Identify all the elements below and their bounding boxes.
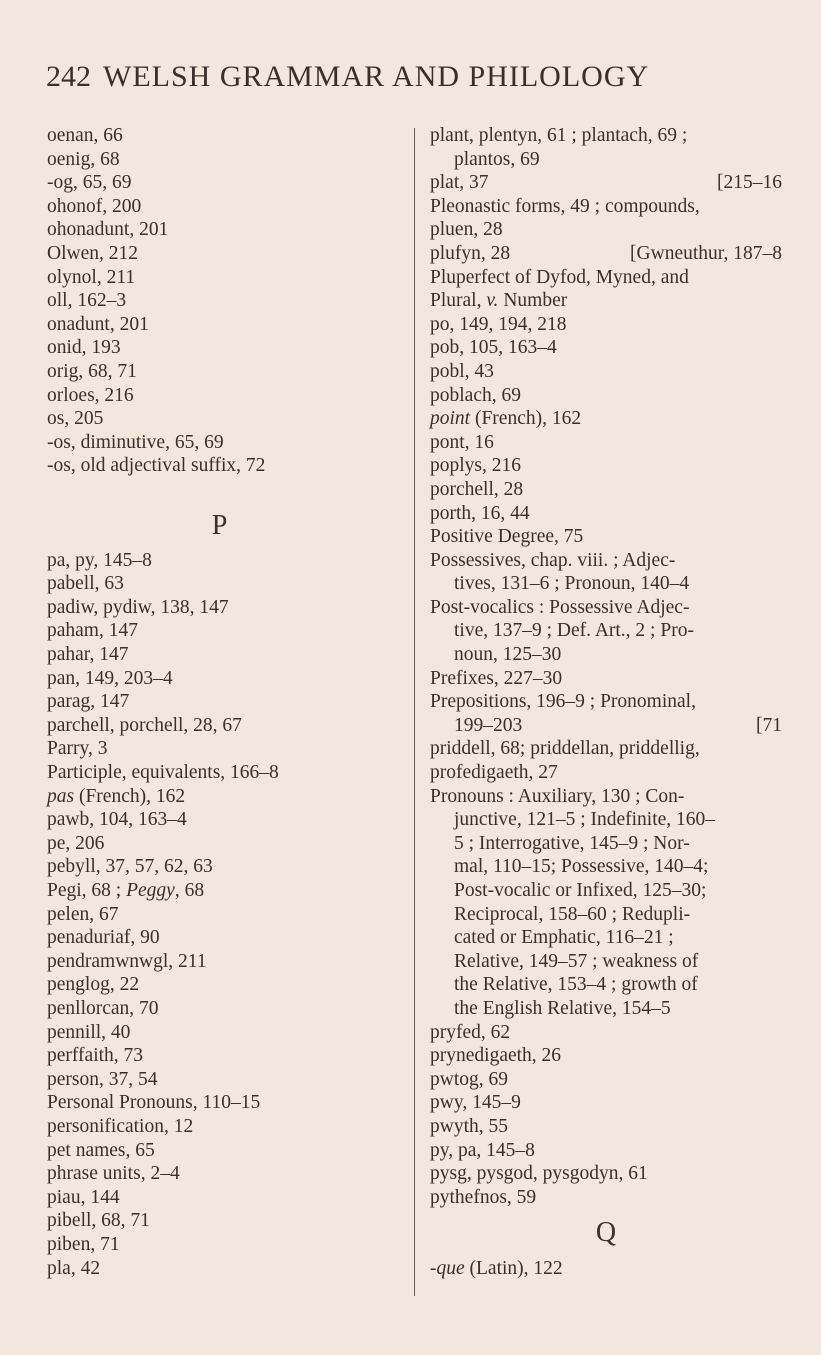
entry-text bbox=[47, 1045, 143, 1066]
entry-text bbox=[47, 385, 134, 406]
entry-segment: pibell, 68, 71 bbox=[47, 1210, 150, 1232]
entry-text bbox=[430, 432, 494, 453]
index-entry bbox=[47, 1186, 387, 1210]
entry-segment: Pegi, 68 ; bbox=[47, 880, 127, 901]
index-entry bbox=[47, 761, 387, 785]
entry-segment: junctive, 121–5 ; Indefinite, 160– bbox=[454, 809, 716, 831]
index-entry bbox=[47, 407, 387, 431]
entry-segment: penllorcan, 70 bbox=[47, 997, 159, 1019]
entry-text bbox=[454, 974, 698, 995]
entry-segment: pwtog, 69 bbox=[430, 1068, 508, 1090]
entry-segment: Post-vocalics : Possessive Adjec- bbox=[430, 596, 690, 618]
index-entry bbox=[430, 879, 782, 903]
index-entry bbox=[430, 289, 782, 313]
index-entry bbox=[430, 384, 782, 408]
index-entry bbox=[47, 808, 387, 832]
entry-segment: -os, diminutive, 65, 69 bbox=[47, 431, 224, 453]
entry-text bbox=[430, 267, 689, 288]
entry-italic: v. bbox=[486, 290, 499, 312]
entry-text bbox=[47, 691, 129, 712]
entry-segment: pendramwnwgl, 211 bbox=[47, 950, 207, 972]
index-entry bbox=[47, 313, 387, 337]
entry-text bbox=[430, 171, 489, 195]
index-entry bbox=[430, 549, 782, 573]
entry-segment: pont, 16 bbox=[430, 431, 494, 453]
index-entry bbox=[430, 973, 782, 997]
entry-segment: Positive Degree, 75 bbox=[430, 526, 584, 548]
entry-segment: os, 205 bbox=[47, 408, 104, 430]
entry-italic: point bbox=[430, 408, 471, 430]
index-entry bbox=[430, 596, 782, 620]
entry-segment: pa, py, 145–8 bbox=[47, 549, 152, 571]
entry-segment: Reciprocal, 158–60 ; Redupli- bbox=[454, 903, 691, 925]
entry-text bbox=[47, 668, 173, 689]
entry-segment: pob, 105, 163–4 bbox=[430, 337, 557, 359]
index-entry bbox=[47, 384, 387, 408]
entry-carryover: [71 bbox=[756, 714, 782, 736]
index-entry bbox=[430, 785, 782, 809]
index-entry bbox=[47, 171, 387, 195]
entry-text bbox=[47, 1258, 100, 1279]
entry-segment: Prepositions, 196–9 ; Pronominal, bbox=[430, 691, 696, 713]
entry-text bbox=[47, 833, 104, 854]
entry-segment: person, 37, 54 bbox=[47, 1068, 158, 1090]
entry-text bbox=[454, 149, 540, 170]
index-entry bbox=[47, 1233, 387, 1257]
entry-segment: pobl, 43 bbox=[430, 360, 494, 382]
entry-segment: plantos, 69 bbox=[454, 148, 540, 170]
entry-segment: personification, 12 bbox=[47, 1115, 194, 1137]
entry-text bbox=[430, 668, 562, 689]
entry-segment: (French), 162 bbox=[74, 785, 186, 807]
index-entry bbox=[47, 360, 387, 384]
index-entry bbox=[47, 1257, 387, 1281]
entry-text bbox=[47, 219, 168, 240]
entry-text bbox=[430, 1163, 648, 1184]
entry-segment: parag, 147 bbox=[47, 691, 130, 713]
entry-text bbox=[47, 1234, 120, 1255]
entry-segment: ohonof, 200 bbox=[47, 195, 142, 217]
entry-segment: penglog, 22 bbox=[47, 974, 140, 996]
entry-segment: pluen, 28 bbox=[430, 219, 503, 241]
index-entry bbox=[430, 336, 782, 360]
entry-segment: Plural, bbox=[430, 290, 487, 312]
entry-segment: prynedigaeth, 26 bbox=[430, 1045, 562, 1067]
index-entry bbox=[430, 950, 782, 974]
entry-text bbox=[430, 597, 689, 618]
entry-segment: Relative, 149–57 ; weakness of bbox=[454, 950, 699, 972]
index-entry bbox=[430, 997, 782, 1021]
entry-text bbox=[47, 243, 138, 264]
index-entry bbox=[430, 407, 782, 431]
entry-text bbox=[454, 809, 715, 830]
entry-segment: mal, 110–15; Possessive, 140–4; bbox=[454, 856, 709, 878]
entry-segment: onadunt, 201 bbox=[47, 313, 149, 335]
entry-text bbox=[47, 786, 185, 807]
entry-segment: priddell, 68; priddellan, priddellig, bbox=[430, 738, 700, 760]
entry-segment: pwyth, 55 bbox=[430, 1115, 508, 1137]
entry-segment: Pronouns : Auxiliary, 130 ; Con- bbox=[430, 785, 685, 807]
page-number: 242 bbox=[46, 60, 91, 93]
entry-text bbox=[454, 951, 698, 972]
index-entry bbox=[430, 525, 782, 549]
entry-segment: piau, 144 bbox=[47, 1186, 120, 1208]
index-column-left bbox=[47, 124, 387, 1280]
entry-text bbox=[430, 550, 675, 571]
entry-text bbox=[430, 1022, 510, 1043]
index-entry bbox=[430, 478, 782, 502]
index-entry bbox=[430, 313, 782, 337]
entry-segment: profedigaeth, 27 bbox=[430, 762, 558, 784]
index-entry bbox=[47, 1091, 387, 1115]
entry-text bbox=[430, 314, 567, 335]
index-entry bbox=[47, 1021, 387, 1045]
section-gap bbox=[47, 478, 387, 502]
entry-segment: pythefnos, 59 bbox=[430, 1186, 537, 1208]
entry-segment: oll, 162–3 bbox=[47, 290, 127, 312]
entry-segment: pahar, 147 bbox=[47, 644, 129, 666]
entry-text bbox=[454, 573, 689, 594]
entry-segment: perffaith, 73 bbox=[47, 1045, 144, 1067]
index-entry bbox=[47, 1209, 387, 1233]
entry-text bbox=[430, 503, 530, 524]
index-entry bbox=[47, 336, 387, 360]
entry-text bbox=[430, 219, 503, 240]
index-entry bbox=[47, 1044, 387, 1068]
entry-segment: olynol, 211 bbox=[47, 266, 136, 288]
entry-segment: (French), 162 bbox=[470, 408, 582, 430]
entry-text bbox=[47, 597, 229, 618]
entry-text bbox=[454, 856, 708, 877]
entry-text bbox=[47, 267, 135, 288]
entry-segment: tives, 131–6 ; Pronoun, 140–4 bbox=[454, 573, 690, 595]
entry-text bbox=[430, 385, 521, 406]
entry-segment: Participle, equivalents, 166–8 bbox=[47, 762, 279, 784]
index-entry bbox=[430, 1115, 782, 1139]
entry-text bbox=[47, 172, 132, 193]
entry-segment: Number bbox=[498, 290, 568, 312]
entry-text bbox=[47, 998, 159, 1019]
entry-segment: Post-vocalic or Infixed, 125–30; bbox=[454, 880, 707, 901]
index-entry bbox=[47, 1068, 387, 1092]
entry-text bbox=[47, 1140, 155, 1161]
entry-segment: poplys, 216 bbox=[430, 455, 522, 477]
entry-text bbox=[47, 1163, 180, 1184]
entry-text bbox=[47, 880, 204, 901]
index-entry bbox=[47, 289, 387, 313]
entry-text bbox=[47, 1187, 120, 1208]
entry-segment: the English Relative, 154–5 bbox=[454, 997, 671, 1019]
entry-text bbox=[454, 620, 694, 641]
index-entry bbox=[430, 124, 782, 148]
entry-text bbox=[47, 573, 124, 594]
index-entry bbox=[47, 266, 387, 290]
entry-text bbox=[47, 856, 213, 877]
entry-text bbox=[47, 432, 224, 453]
entry-segment: pan, 149, 203–4 bbox=[47, 667, 173, 689]
index-entry bbox=[430, 643, 782, 667]
entry-segment: Pleonastic forms, 49 ; compounds, bbox=[430, 195, 700, 217]
entry-text bbox=[47, 125, 123, 146]
entry-text bbox=[430, 125, 687, 146]
entry-segment: plufyn, 28 bbox=[430, 242, 511, 264]
entry-text bbox=[47, 149, 120, 170]
index-entry bbox=[47, 879, 387, 903]
index-entry bbox=[47, 431, 387, 455]
entry-text bbox=[454, 998, 671, 1019]
index-entry bbox=[430, 1068, 782, 1092]
index-entry bbox=[430, 903, 782, 927]
entry-text bbox=[430, 337, 557, 358]
entry-segment: Possessives, chap. viii. ; Adjec- bbox=[430, 549, 676, 571]
entry-text bbox=[430, 1140, 535, 1161]
entry-segment: onid, 193 bbox=[47, 337, 121, 359]
index-entry bbox=[47, 596, 387, 620]
entry-text bbox=[430, 1092, 521, 1113]
index-entry bbox=[47, 714, 387, 738]
entry-segment: Personal Pronouns, 110–15 bbox=[47, 1092, 261, 1114]
index-entry bbox=[430, 619, 782, 643]
entry-text bbox=[430, 738, 700, 759]
index-entry bbox=[47, 926, 387, 950]
index-entry bbox=[430, 171, 782, 195]
index-entry bbox=[430, 360, 782, 384]
index-entry bbox=[430, 714, 782, 738]
entry-segment: , 68 bbox=[174, 880, 205, 901]
entry-text bbox=[47, 1210, 150, 1231]
entry-segment: pawb, 104, 163–4 bbox=[47, 809, 187, 831]
index-entry bbox=[430, 737, 782, 761]
letter-heading: Q bbox=[595, 1217, 617, 1249]
entry-text bbox=[47, 337, 121, 358]
entry-segment: pet names, 65 bbox=[47, 1139, 155, 1161]
index-entry bbox=[430, 690, 782, 714]
entry-segment: pysg, pysgod, pysgodyn, 61 bbox=[430, 1163, 648, 1185]
index-entry bbox=[430, 148, 782, 172]
entry-segment: plant, plentyn, 61 ; plantach, 69 ; bbox=[430, 125, 688, 146]
entry-segment: ohonadunt, 201 bbox=[47, 219, 169, 241]
entry-segment: Parry, 3 bbox=[47, 738, 108, 760]
index-entry bbox=[430, 218, 782, 242]
entry-segment: plat, 37 bbox=[430, 172, 489, 194]
entry-text bbox=[47, 550, 152, 571]
index-entry bbox=[47, 242, 387, 266]
index-entry bbox=[47, 737, 387, 761]
entry-text bbox=[47, 361, 137, 382]
index-entry bbox=[47, 572, 387, 596]
entry-segment: po, 149, 194, 218 bbox=[430, 313, 567, 335]
index-entry bbox=[430, 431, 782, 455]
entry-segment: orig, 68, 71 bbox=[47, 360, 137, 382]
entry-text bbox=[47, 762, 279, 783]
index-entry bbox=[47, 643, 387, 667]
index-entry bbox=[47, 1115, 387, 1139]
entry-segment: oenan, 66 bbox=[47, 125, 123, 146]
index-entry bbox=[430, 808, 782, 832]
entry-text bbox=[47, 1069, 158, 1090]
entry-text bbox=[454, 644, 561, 665]
entry-segment: (Latin), 122 bbox=[464, 1257, 563, 1279]
entry-segment: the Relative, 153–4 ; growth of bbox=[454, 974, 698, 996]
entry-text bbox=[430, 408, 581, 429]
index-entry bbox=[47, 218, 387, 242]
entry-text bbox=[430, 1045, 561, 1066]
entry-segment: -os, old adjectival suffix, 72 bbox=[47, 455, 266, 477]
index-entry bbox=[430, 761, 782, 785]
index-entry bbox=[47, 785, 387, 809]
entry-text bbox=[454, 904, 690, 925]
index-entry bbox=[430, 1257, 782, 1281]
page-header bbox=[46, 60, 649, 94]
entry-segment: cated or Emphatic, 116–21 ; bbox=[454, 927, 674, 949]
entry-text bbox=[47, 455, 265, 476]
entry-text bbox=[430, 786, 684, 807]
index-entry bbox=[47, 950, 387, 974]
index-entry bbox=[430, 242, 782, 266]
entry-text bbox=[47, 951, 207, 972]
entry-text bbox=[47, 408, 103, 429]
entry-text bbox=[47, 196, 141, 217]
entry-text bbox=[430, 526, 583, 547]
entry-segment: pabell, 63 bbox=[47, 573, 124, 595]
entry-segment: paham, 147 bbox=[47, 620, 138, 642]
entry-segment: poblach, 69 bbox=[430, 384, 521, 406]
index-entry bbox=[430, 1091, 782, 1115]
index-entry bbox=[430, 1044, 782, 1068]
entry-text bbox=[430, 1116, 508, 1137]
entry-text bbox=[47, 1092, 260, 1113]
entry-segment: porth, 16, 44 bbox=[430, 502, 530, 524]
entry-segment: Pluperfect of Dyfod, Myned, and bbox=[430, 266, 689, 288]
index-entry bbox=[47, 1162, 387, 1186]
entry-segment: oenig, 68 bbox=[47, 148, 120, 170]
entry-text bbox=[454, 880, 706, 901]
entry-segment: Prefixes, 227–30 bbox=[430, 667, 563, 689]
entry-segment: pennill, 40 bbox=[47, 1021, 131, 1043]
running-title: WELSH GRAMMAR AND PHILOLOGY bbox=[103, 60, 650, 93]
index-entry bbox=[430, 926, 782, 950]
index-entry bbox=[47, 549, 387, 573]
index-entry bbox=[430, 195, 782, 219]
entry-text bbox=[47, 927, 160, 948]
entry-text bbox=[47, 904, 118, 925]
index-entry bbox=[47, 667, 387, 691]
entry-segment: porchell, 28 bbox=[430, 478, 524, 500]
entry-segment: padiw, pydiw, 138, 147 bbox=[47, 596, 229, 618]
index-entry bbox=[47, 148, 387, 172]
entry-segment: 5 ; Interrogative, 145–9 ; Nor- bbox=[454, 832, 690, 854]
entry-segment: phrase units, 2–4 bbox=[47, 1163, 180, 1185]
index-entry bbox=[47, 1139, 387, 1163]
entry-text bbox=[47, 1116, 193, 1137]
index-entry bbox=[430, 266, 782, 290]
entry-text bbox=[430, 242, 510, 266]
entry-segment: pe, 206 bbox=[47, 832, 105, 854]
entry-text bbox=[430, 1069, 508, 1090]
entry-text bbox=[454, 927, 674, 948]
index-column-right bbox=[430, 124, 782, 1280]
entry-text bbox=[47, 314, 149, 335]
entry-italic: pas bbox=[47, 785, 75, 807]
entry-text bbox=[47, 715, 242, 736]
entry-segment: pla, 42 bbox=[47, 1257, 101, 1279]
entry-carryover: [Gwneuthur, 187–8 bbox=[630, 242, 782, 264]
index-entry bbox=[47, 619, 387, 643]
entry-text bbox=[430, 196, 700, 217]
index-entry bbox=[47, 903, 387, 927]
entry-text bbox=[47, 738, 107, 759]
entry-text bbox=[47, 809, 187, 830]
entry-italic: -que bbox=[430, 1257, 465, 1279]
entry-text bbox=[430, 762, 558, 783]
entry-segment: py, pa, 145–8 bbox=[430, 1139, 535, 1161]
index-entry bbox=[430, 572, 782, 596]
index-entry bbox=[47, 124, 387, 148]
index-entry bbox=[47, 855, 387, 879]
index-entry bbox=[47, 690, 387, 714]
index-entry bbox=[47, 832, 387, 856]
index-entry bbox=[47, 973, 387, 997]
index-entry bbox=[430, 1021, 782, 1045]
entry-segment: noun, 125–30 bbox=[454, 644, 562, 666]
index-entry bbox=[47, 454, 387, 478]
entry-text bbox=[47, 974, 139, 995]
entry-segment: pelen, 67 bbox=[47, 903, 119, 925]
index-entry bbox=[430, 667, 782, 691]
column-divider bbox=[414, 128, 415, 1296]
entry-text bbox=[454, 714, 522, 738]
index-entry bbox=[47, 997, 387, 1021]
entry-text bbox=[47, 290, 126, 311]
entry-segment: pebyll, 37, 57, 62, 63 bbox=[47, 856, 213, 878]
index-entry bbox=[47, 195, 387, 219]
entry-text bbox=[47, 1022, 130, 1043]
index-entry bbox=[430, 1186, 782, 1210]
entry-segment: orloes, 216 bbox=[47, 384, 134, 406]
entry-segment: parchell, porchell, 28, 67 bbox=[47, 714, 242, 736]
entry-segment: penaduriaf, 90 bbox=[47, 927, 160, 949]
entry-segment: tive, 137–9 ; Def. Art., 2 ; Pro- bbox=[454, 620, 694, 642]
entry-text bbox=[454, 833, 690, 854]
index-entry bbox=[430, 1162, 782, 1186]
index-entry bbox=[430, 855, 782, 879]
entry-text bbox=[430, 1187, 536, 1208]
entry-text bbox=[430, 361, 494, 382]
entry-segment: pwy, 145–9 bbox=[430, 1092, 521, 1114]
entry-text bbox=[430, 290, 567, 311]
entry-text bbox=[430, 479, 523, 500]
entry-text bbox=[430, 691, 696, 712]
index-entry bbox=[430, 832, 782, 856]
entry-segment: piben, 71 bbox=[47, 1233, 120, 1255]
letter-heading: P bbox=[211, 509, 228, 541]
entry-italic: Peggy bbox=[126, 880, 175, 901]
entry-segment: -og, 65, 69 bbox=[47, 172, 132, 194]
entry-segment: Olwen, 212 bbox=[47, 242, 138, 264]
entry-text bbox=[430, 455, 521, 476]
entry-text bbox=[430, 1258, 563, 1279]
entry-carryover: [215–16 bbox=[717, 172, 782, 194]
entry-text bbox=[47, 620, 138, 641]
index-entry bbox=[430, 454, 782, 478]
index-entry bbox=[430, 502, 782, 526]
entry-segment: 199–203 bbox=[454, 714, 523, 736]
entry-text bbox=[47, 644, 129, 665]
index-entry bbox=[430, 1139, 782, 1163]
entry-segment: pryfed, 62 bbox=[430, 1021, 511, 1043]
